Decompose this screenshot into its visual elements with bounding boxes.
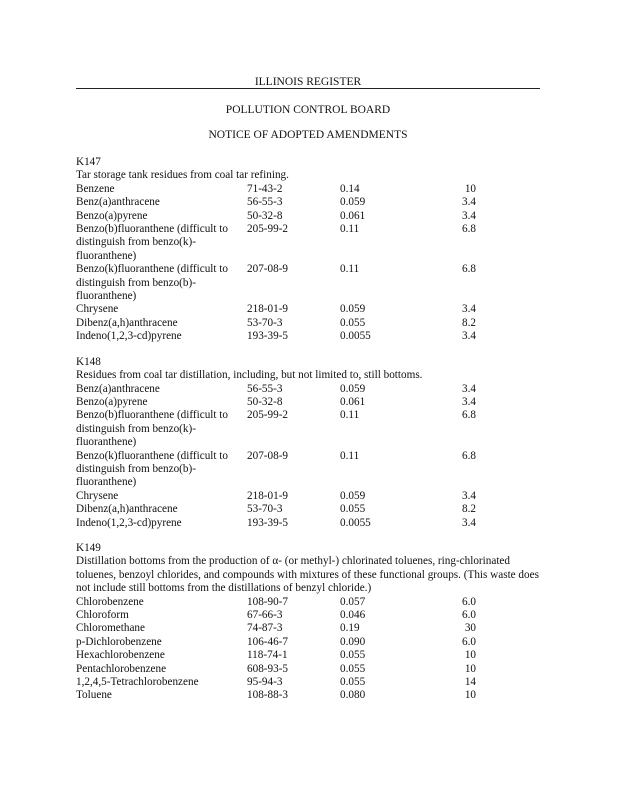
nonwastewater-standard: 3.4 [462, 395, 476, 408]
nonwastewater-standard: 3.4 [462, 382, 476, 395]
wastewater-standard: 0.061 [340, 395, 366, 408]
waste-section-k148 [76, 356, 546, 530]
nonwastewater-standard: 3.4 [462, 196, 476, 209]
cas-number: 67-66-3 [247, 609, 283, 621]
constituent-name: Benzo(k)fluoranthene (difficult to distinguish from benzo(b)-fluoranthene) [76, 263, 229, 303]
nonwastewater-standard: 3.4 [462, 303, 476, 316]
wastewater-standard: 0.080 [340, 689, 366, 702]
cas-number: 108-88-3 [247, 689, 289, 702]
cas-number: 118-74-1 [247, 649, 288, 662]
constituent-name: Toluene [76, 689, 112, 702]
cas-number: 50-32-8 [247, 395, 283, 408]
constituent-row [76, 383, 546, 396]
cas-number: 207-08-9 [247, 449, 289, 462]
constituent-row [76, 609, 546, 622]
nonwastewater-standard: 10 [464, 689, 476, 702]
nonwastewater-standard: 6.8 [462, 263, 476, 276]
constituent-row [76, 317, 546, 330]
cas-number: 50-32-8 [247, 209, 283, 222]
cas-number: 56-55-3 [247, 196, 283, 209]
nonwastewater-standard: 6.8 [462, 223, 476, 236]
constituent-row [76, 223, 546, 263]
waste-section-k147 [76, 156, 546, 344]
waste-code: K147 [76, 156, 101, 168]
cas-number: 53-70-3 [247, 316, 283, 329]
wastewater-standard: 0.046 [340, 609, 366, 621]
constituent-name: Benzo(a)pyrene [76, 395, 148, 408]
wastewater-standard: 0.0055 [340, 516, 371, 529]
cas-number: 205-99-2 [247, 223, 289, 236]
cas-number: 218-01-9 [247, 489, 289, 502]
constituent-name: Indeno(1,2,3-cd)pyrene [76, 330, 182, 343]
nonwastewater-standard: 10 [464, 662, 476, 675]
notice-title: NOTICE OF ADOPTED AMENDMENTS [208, 129, 408, 141]
nonwastewater-standard: 10 [464, 649, 476, 662]
constituent-name: Benzene [76, 182, 115, 195]
nonwastewater-standard: 10 [464, 182, 476, 195]
constituent-row [76, 263, 546, 303]
constituent-name: Benzo(b)fluoranthene (difficult to distinguish from benzo(k)-fluoranthene) [76, 409, 229, 449]
constituent-row [76, 330, 546, 343]
wastewater-standard: 0.055 [340, 662, 366, 675]
constituent-row [76, 196, 546, 209]
waste-section-k149 [76, 542, 546, 703]
nonwastewater-standard: 3.4 [462, 516, 476, 529]
waste-code: K149 [76, 541, 101, 554]
wastewater-standard: 0.11 [340, 223, 360, 236]
cas-number: 218-01-9 [247, 303, 289, 316]
constituent-row [76, 450, 546, 490]
wastewater-standard: 0.059 [340, 303, 366, 316]
constituent-row [76, 183, 546, 196]
wastewater-standard: 0.11 [340, 263, 360, 276]
constituent-row [76, 649, 546, 662]
waste-description: Residues from coal tar distillation, including, but not limited to, still bottoms. [76, 369, 423, 382]
wastewater-standard: 0.11 [340, 449, 360, 462]
cas-number: 56-55-3 [247, 382, 283, 395]
constituent-name: Benzo(a)pyrene [76, 209, 148, 222]
constituent-name: Chrysene [76, 303, 119, 316]
wastewater-standard: 0.055 [340, 676, 366, 689]
constituent-name: Dibenz(a,h)anthracene [76, 316, 178, 329]
constituent-name: Indeno(1,2,3-cd)pyrene [76, 516, 182, 529]
nonwastewater-standard: 14 [464, 676, 476, 689]
nonwastewater-standard: 8.2 [462, 503, 476, 516]
constituent-row [76, 409, 546, 449]
constituent-name: Chloromethane [76, 622, 145, 635]
constituent-row [76, 503, 546, 516]
wastewater-standard: 0.057 [340, 595, 366, 608]
constituent-name: Chlorobenzene [76, 595, 144, 608]
wastewater-standard: 0.059 [340, 382, 366, 395]
constituent-name: p-Dichlorobenzene [76, 635, 162, 648]
wastewater-standard: 0.055 [340, 649, 366, 662]
document-body [76, 156, 546, 715]
wastewater-standard: 0.0055 [340, 330, 371, 343]
constituent-name: Chloroform [76, 609, 129, 621]
nonwastewater-standard: 6.8 [462, 409, 476, 422]
nonwastewater-standard: 6.0 [462, 635, 476, 648]
nonwastewater-standard: 6.0 [462, 595, 476, 608]
wastewater-standard: 0.090 [340, 635, 366, 648]
nonwastewater-standard: 3.4 [462, 209, 476, 222]
nonwastewater-standard: 6.8 [462, 449, 476, 462]
waste-code: K148 [76, 355, 101, 368]
constituent-name: Dibenz(a,h)anthracene [76, 503, 178, 516]
constituent-name: Benz(a)anthracene [76, 196, 160, 209]
cas-number: 207-08-9 [247, 263, 289, 276]
constituent-name: Chrysene [76, 489, 119, 502]
nonwastewater-standard: 30 [464, 622, 476, 635]
wastewater-standard: 0.11 [340, 409, 360, 422]
nonwastewater-standard: 3.4 [462, 489, 476, 502]
nonwastewater-standard: 8.2 [462, 316, 476, 329]
wastewater-standard: 0.055 [340, 316, 366, 329]
wastewater-standard: 0.14 [340, 182, 360, 195]
wastewater-standard: 0.059 [340, 489, 366, 502]
cas-number: 205-99-2 [247, 409, 289, 422]
board-name: POLLUTION CONTROL BOARD [225, 104, 391, 116]
wastewater-standard: 0.19 [340, 622, 360, 635]
cas-number: 108-90-7 [247, 595, 289, 608]
constituent-name: Pentachlorobenzene [76, 662, 167, 675]
wastewater-standard: 0.059 [340, 196, 366, 209]
constituent-name: Benzo(b)fluoranthene (difficult to distinguish from benzo(k)-fluoranthene) [76, 223, 229, 262]
constituent-row [76, 210, 546, 223]
cas-number: 193-39-5 [247, 330, 289, 343]
waste-description: Tar storage tank residues from coal tar refining. [76, 169, 289, 182]
constituent-row [76, 596, 546, 609]
constituent-row [76, 676, 546, 689]
constituent-row [76, 622, 546, 635]
cas-number: 106-46-7 [247, 635, 289, 648]
cas-number: 608-93-5 [247, 662, 289, 675]
constituent-row [76, 636, 546, 649]
constituent-row [76, 689, 546, 702]
nonwastewater-standard: 6.0 [462, 609, 476, 621]
cas-number: 71-43-2 [247, 182, 283, 195]
cas-number: 193-39-5 [247, 516, 289, 529]
cas-number: 53-70-3 [247, 503, 283, 516]
constituent-row [76, 303, 546, 316]
waste-description: Distillation bottoms from the production of α- (or methyl-) chlorinated toluenes, ring-chlorinated toluenes, benzoyl chlorides, and compounds with mixtures of these functional groups. (This waste does not include still bottoms from the distillations of benzyl chloride.) [76, 555, 539, 595]
constituent-row [76, 663, 546, 676]
cas-number: 74-87-3 [247, 622, 283, 635]
cas-number: 95-94-3 [247, 676, 283, 689]
constituent-name: Benz(a)anthracene [76, 382, 160, 395]
header-rule [76, 88, 540, 89]
constituent-name: Hexachlorobenzene [76, 649, 165, 662]
nonwastewater-standard: 3.4 [462, 330, 476, 343]
constituent-row [76, 517, 546, 530]
constituent-name: Benzo(k)fluoranthene (difficult to distinguish from benzo(b)-fluoranthene) [76, 449, 229, 489]
wastewater-standard: 0.061 [340, 209, 366, 222]
constituent-name: 1,2,4,5-Tetrachlorobenzene [76, 676, 199, 689]
constituent-row [76, 490, 546, 503]
register-title: ILLINOIS REGISTER [254, 76, 362, 88]
wastewater-standard: 0.055 [340, 503, 366, 516]
constituent-row [76, 396, 546, 409]
